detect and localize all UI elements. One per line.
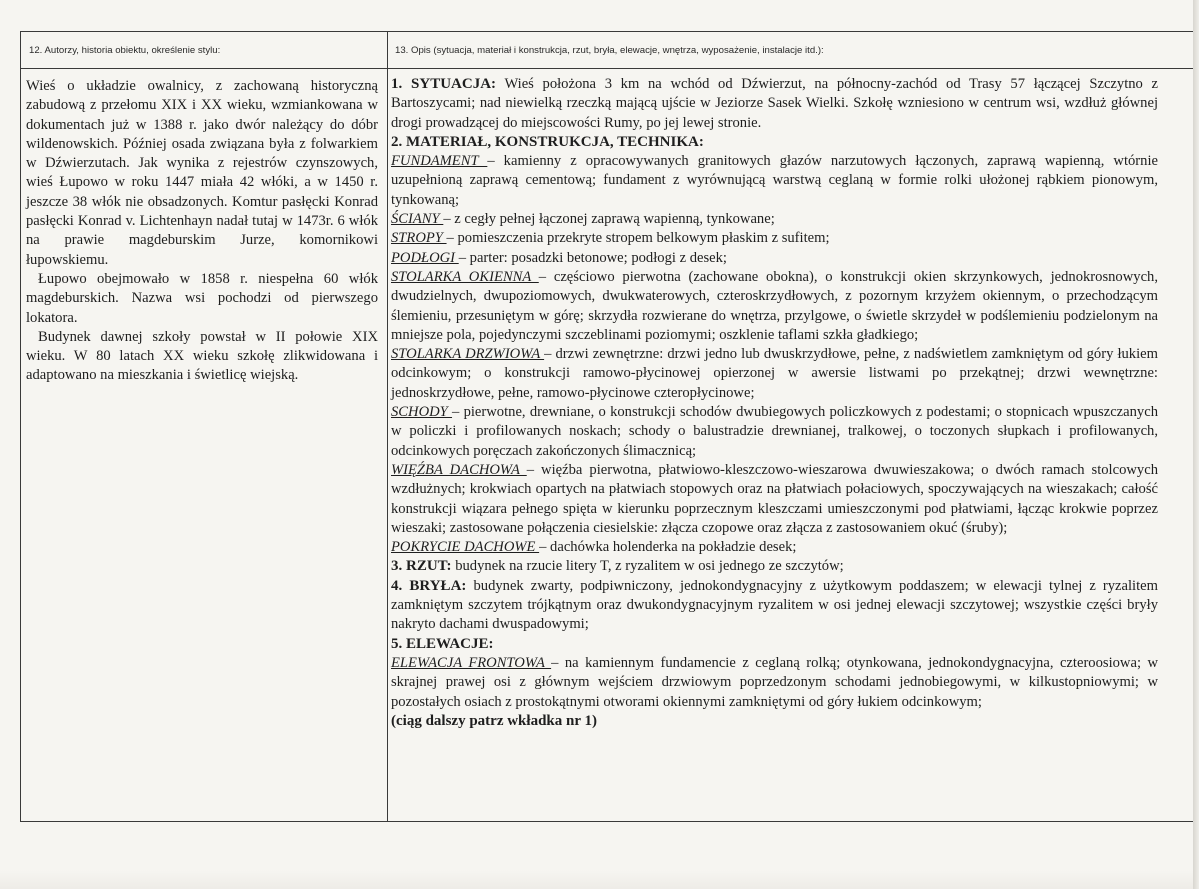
item-fundament: [391, 152, 1158, 210]
continuation-note: [391, 712, 1158, 731]
column-divider: [387, 32, 388, 821]
podlogi-label: PODŁOGI: [391, 249, 459, 266]
history-paragraph-2: Łupowo obejmowało w 1858 r. niespełna 60 włók magdeburskich. Nazwa wsi pochodzi od pierwszego lokatora.: [26, 270, 378, 326]
rzut-heading: 3. RZUT:: [391, 558, 452, 575]
schody-text: – pierwotne, drewniane, o konstrukcji schodów dwubiegowych policzkowych z podestami; o stopnicach wpuszczanych w policzki i profilowanych noskach; schody o balustradzie drewnianej, tralkowej, o toczonych słupkach i profilowanych, odcinkowych poręczach zakończonych ślimacznicą;: [391, 404, 1158, 459]
fundament-label: FUNDAMENT: [391, 153, 488, 170]
frontowa-label: ELEWACJA FRONTOWA: [391, 654, 552, 671]
fundament-text: – kamienny z opracowywanych granitowych głazów narzutowych łączonych, zaprawą wapienną, wtórnie uzupełnioną zaprawą cementową; fundament z wyrównującą warstwą ceglaną w formie rolki ułożonej rąbkiem pionowym, tynkowaną;: [391, 153, 1158, 208]
frontowa-text: – na kamiennym fundamencie z ceglaną rolką; otynkowana, jednokondygnacyjna, czteroosiowa; w skrajnej prawej osi z głównym wejściem drzwiowym poprzedzonym schodami jednobiegowymi, w kilkustopniowymi; w pozostałych osiach z prostokątnymi otworami okiennymi zamkniętymi od góry łukiem odcinkowym;: [391, 654, 1159, 710]
okienna-label: STOLARKA OKIENNA: [391, 268, 539, 285]
section-rzut: [391, 557, 1158, 576]
page-bottom-margin: [0, 870, 1199, 889]
sciany-text: – z cegły pełnej łączonej zaprawą wapienną, tynkowane;: [443, 211, 775, 228]
situation-heading: 1. SYTUACJA:: [391, 76, 497, 92]
elewacje-heading: 5. ELEWACJE:: [391, 635, 494, 652]
pokrycie-label: POKRYCIE DACHOWE: [391, 539, 540, 556]
bryla-heading: 4. BRYŁA:: [391, 577, 467, 594]
stropy-text: – pomieszczenia przekryte stropem belkowym płaskim z sufitem;: [446, 230, 830, 247]
item-podlogi: [391, 249, 1158, 268]
sciany-label: ŚCIANY: [391, 211, 444, 228]
schody-label: SCHODY: [391, 404, 453, 421]
item-elewacja-frontowa: [391, 654, 1158, 712]
pokrycie-text: – dachówka holenderka na pokładzie desek;: [539, 539, 797, 556]
wiezba-text: – więźba pierwotna, płatwiowo-kleszczowo-wieszarowa dwuwieszakowa; o dwóch ramach stolcowych wzdłużnych; krokwiach opartych na płatwiach stopowych oraz na płatwiach połaciowych, spoczywających na wieszakach; całość konstrukcji wiązara pełnego spięta w kierunku poprzecznym kleszczami umieszczonymi pod płatwiami, łącząc krokwie poprzez wieszaki; zastosowane połączenia ciesielskie: złącza czopowe oraz złącza z zastosowaniem okuć (śruby);: [391, 461, 1158, 536]
history-column: [26, 77, 378, 386]
item-stropy: [391, 229, 1158, 248]
okienna-text: – częściowo pierwotna (zachowane obokna), o konstrukcji okien skrzynkowych, jednokrosnowych, dwudzielnych, dwupoziomowych, dwukwaterowych, czteroskrzydłowych, z pozornym krzyżem okiennym, o przechodzącym ślemieniu, przesuniętym w górę; skrzydła rozwierane do wnętrza, przylgowe, o świetle skrzydeł w podślemieniu podzielonym na mniejsze pola, pojedynczymi szczeblinami poziomymi; oszklenie taflami szkła gładkiego;: [391, 268, 1158, 343]
rzut-text: budynek na rzucie litery T, z ryzalitem w osi jednego ze szczytów;: [451, 558, 844, 575]
history-paragraph-3: Budynek dawnej szkoły powstał w II połowie XIX wieku. W 80 latach XX wieku szkołę zlikwidowana i adaptowano na mieszkania i świetlicę wiejską.: [26, 328, 378, 384]
stropy-label: STROPY: [391, 230, 447, 247]
history-paragraph-1: Wieś o układzie owalnicy, z zachowaną historyczną zabudową z przełomu XIX i XX wieku, wzmiankowana w dokumentach już w 1388 r. jako dwór należący do dóbr wildenowskich. Później osada związana była z folwarkiem w Dźwierzutach. Jak wynika z rejestrów czynszowych, wieś Łupowo w roku 1447 miała 42 włóki, a w 1450 r. jeszcze 38 włók nie obsadzonych. Komtur pasłęcki Konrad pasłęcki Konrad v. Lichtenhayn nadał tutaj w 1473r. 6 włók na prawie magdeburskim Jurze, komornikowi łupowskiemu.: [26, 78, 378, 268]
section-elewacje: [391, 635, 1158, 654]
bryla-text: budynek zwarty, podpiwniczony, jednokondygnacyjny z użytkowym poddaszem; w elewacji tylnej z ryzalitem zamkniętym szczytem trójkątnym oraz dwukondygnacyjnym ryzalitem w osi jednej elewacji szczytowej; wszystkie części bryły nakryto dachami dwuspadowymi;: [391, 577, 1158, 633]
item-stolarka-okienna: [391, 268, 1158, 345]
situation-text: Wieś położona 3 km na wchód od Dźwierzut, na północny-zachód od Trasy 57 łączącej Szczytno z Bartoszycami; nad niewielką rzeczką mającą ujście w Jeziorze Sasek Wielki. Szkołę wzniesiono w centrum wsi, wzdłuż głównej drogi prowadzącej do miejscowości Rumy, po jej lewej stronie.: [391, 76, 1158, 131]
section-situation: [391, 75, 1158, 133]
description-column: [391, 75, 1158, 731]
header-authors-history: 12. Autorzy, historia obiektu, określenie stylu:: [29, 45, 221, 56]
drzwiowa-text: – drzwi zewnętrzne: drzwi jedno lub dwuskrzydłowe, pełne, z nadświetlem zamkniętym od góry łukiem odcinkowym; o konstrukcji ramowo-płycinowej opierzonej w awersie listwami po przekątnej; drzwi wewnętrzne: jednoskrzydłowe, pełne, ramowo-płycinowe czteropłycinowe;: [391, 346, 1158, 401]
header-row: [21, 32, 1194, 69]
wiezba-label: WIĘŹBA DACHOWA: [391, 461, 527, 478]
item-pokrycie: [391, 538, 1158, 557]
section-material: [391, 133, 1158, 152]
continuation-text: (ciąg dalszy patrz wkładka nr 1): [391, 712, 597, 729]
item-stolarka-drzwiowa: [391, 345, 1158, 403]
page-edge-shadow: [1193, 0, 1199, 889]
item-schody: [391, 403, 1158, 461]
section-bryla: [391, 577, 1158, 635]
material-heading: 2. MATERIAŁ, KONSTRUKCJA, TECHNIKA:: [391, 133, 704, 150]
drzwiowa-label: STOLARKA DRZWIOWA: [391, 346, 545, 363]
form-table: [20, 31, 1195, 822]
header-description: 13. Opis (sytuacja, materiał i konstrukcja, rzut, bryła, elewacje, wnętrza, wyposażenie, instalacje itd.):: [395, 45, 824, 56]
item-wiezba: [391, 461, 1158, 538]
item-sciany: [391, 210, 1158, 229]
podlogi-text: – parter: posadzki betonowe; podłogi z desek;: [458, 249, 727, 266]
